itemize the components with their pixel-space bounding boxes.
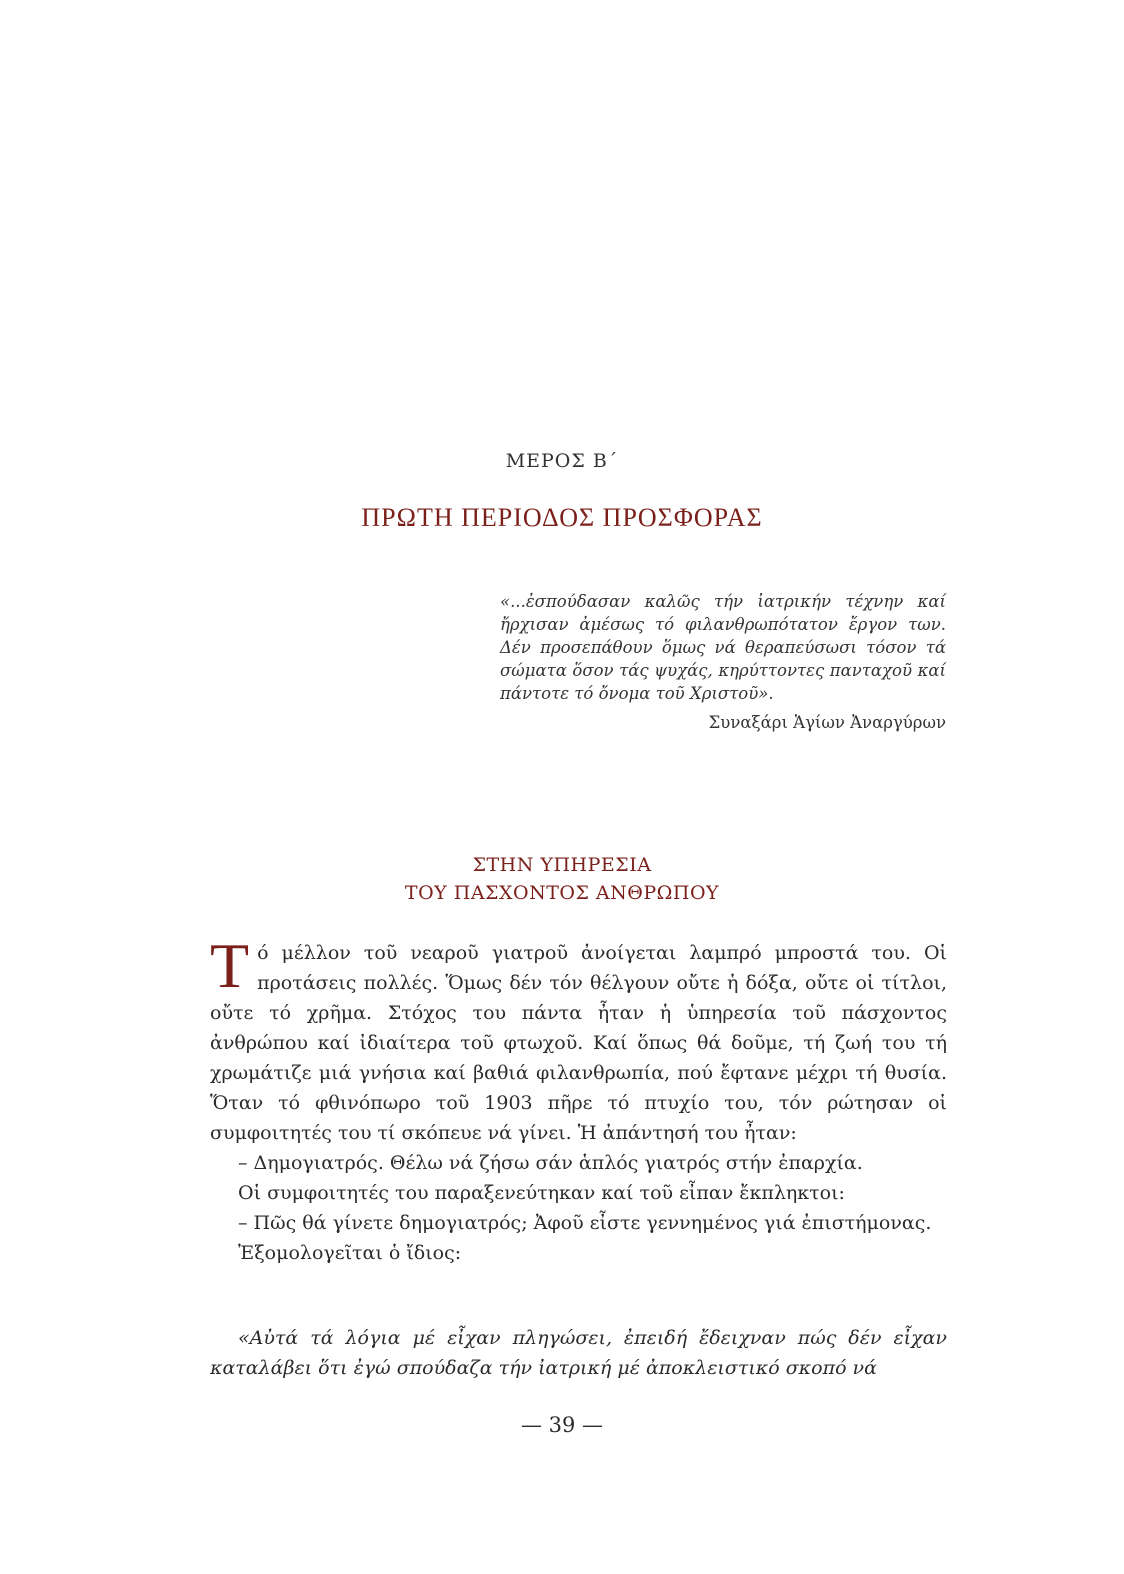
paragraph-1 — [210, 930, 947, 1148]
section-heading-line-1: ΣΤΗΝ ΥΠΗΡΕΣΙΑ — [472, 854, 652, 876]
section-heading-line-2: ΤΟΥ ΠΑΣΧΟΝΤΟΣ ΑΝΘΡΩΠΟΥ — [404, 882, 720, 904]
part-label: ΜΕΡΟΣ Β΄ — [505, 450, 619, 472]
paragraph-2: – Δημογιατρός. Θέλω νά ζήσω σάν ἁπλός γιατρός στήν ἐπαρχία. — [238, 1152, 863, 1174]
quote-text: «Αὐτά τά λόγια μέ εἶχαν πληγώσει, ἐπειδή ἔδειχναν πώς δέν εἶχαν καταλάβει ὅτι ἐγώ σπούδαζα τήν ἰατρική μέ ἀποκλειστικό σκοπό νά — [210, 1327, 947, 1379]
epigraph-text: «...ἐσπούδασαν καλῶς τήν ἰατρικήν τέχνην καί ἤρχισαν ἀμέσως τό φιλανθρωπότατον ἔργον των. Δέν προσεπάθουν ὅμως νά θεραπεύσωσι τόσον τά σώματα ὅσον τάς ψυχάς, κηρύττοντες πανταχοῦ καί πάντοτε τό ὄνομα τοῦ Χριστοῦ». — [500, 592, 946, 703]
part-title: ΠΡΩΤΗ ΠΕΡΙΟΔΟΣ ΠΡΟΣΦΟΡΑΣ — [361, 503, 763, 532]
drop-cap: Τ — [210, 930, 250, 1001]
body-text — [210, 930, 947, 1268]
epigraph-source: Συναξάρι Ἁγίων Ἀναργύρων — [708, 713, 946, 732]
page-number: — 39 — — [520, 1413, 604, 1437]
paragraph-4: – Πῶς θά γίνετε δημογιατρός; Ἀφοῦ εἶστε γεννημένος γιά ἐπιστήμονας. — [238, 1212, 932, 1234]
section-heading — [0, 851, 1124, 907]
paragraph-5: Ἐξομολογεῖται ὁ ἴδιος: — [238, 1242, 462, 1264]
paragraph-1-text: ό μέλλον τοῦ νεαροῦ γιατροῦ ἀνοίγεται λαμπρό μπροστά του. Οἱ προτάσεις πολλές. Ὅμως δέν τόν θέλγουν οὔτε ἡ δόξα, οὔτε οἱ τίτλοι, οὔτε τό χρῆμα. Στόχος του πάντα ἦταν ἡ ὑπηρεσία τοῦ πάσχοντος ἀνθρώπου καί ἰδιαίτερα τοῦ φτωχοῦ. Καί ὅπως θά δοῦμε, τή ζωή του τή χρωμάτιζε μιά γνήσια καί βαθιά φιλανθρωπία, πού ἔφτανε μέχρι τή θυσία. Ὅταν τό φθινόπωρο τοῦ 1903 πῆρε τό πτυχίο του, τόν ρώτησαν οἱ συμφοιτητές του τί σκόπευε νά γίνει. Ἡ ἀπάντησή του ἦταν: — [210, 942, 947, 1144]
paragraph-3: Οἱ συμφοιτητές του παραξενεύτηκαν καί τοῦ εἶπαν ἔκπληκτοι: — [238, 1182, 845, 1204]
